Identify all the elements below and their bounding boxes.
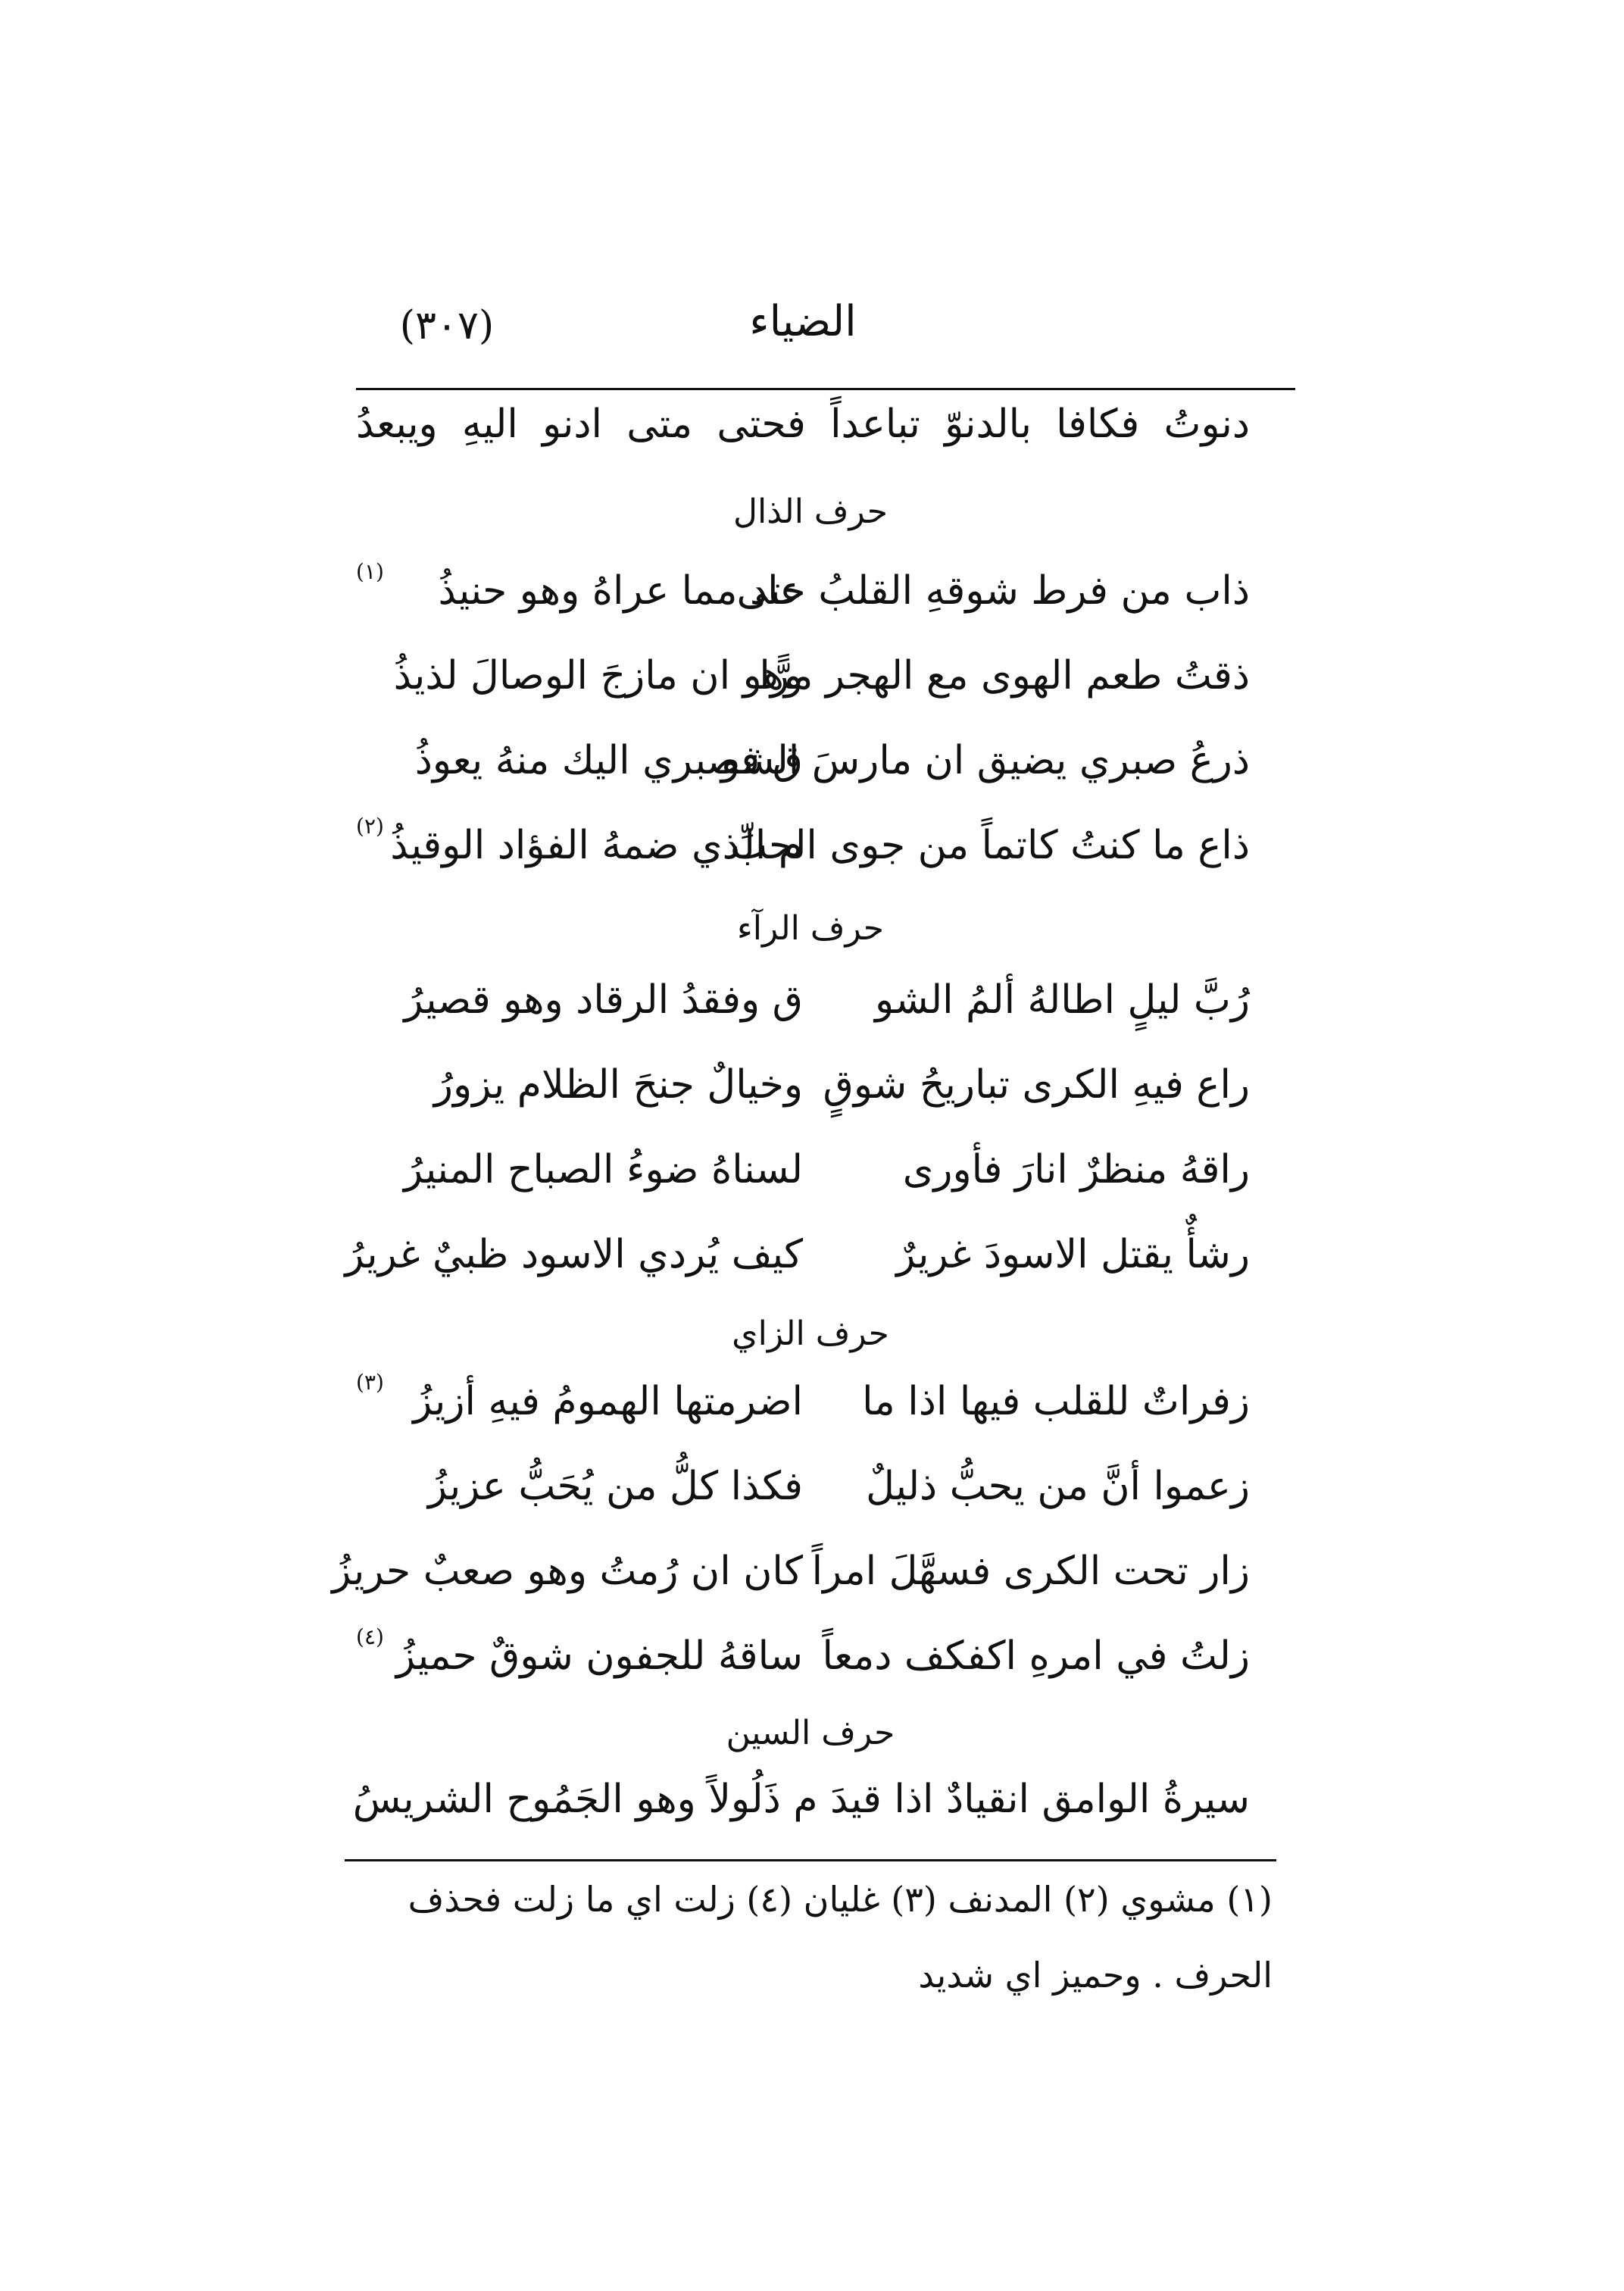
- verse-first-hemistich: زار تحت الكرى فسهَّلَ امراً: [811, 1549, 1250, 1594]
- section-title-ra: حرف الرآء: [737, 909, 884, 948]
- verse-first-hemistich: زعموا أنَّ من يحبُّ ذليلٌ: [866, 1464, 1250, 1509]
- page-title: الضياء: [749, 297, 857, 346]
- verse-first-hemistich: زفراتٌ للقلب فيها اذا ما: [862, 1379, 1250, 1424]
- section-title-sin: حرف السين: [726, 1714, 895, 1752]
- verse-second-hemistich: كان ان رُمتُ وهو صعبٌ حريزُ: [332, 1549, 803, 1594]
- verse: [356, 814, 1250, 906]
- opening-verse: دنوتُ فكافا بالدنوّ تباعداً فحتى متى ادنو اليهِ ويبعدُ: [356, 402, 1250, 447]
- verse: [356, 1624, 1250, 1717]
- verse: [356, 738, 1250, 821]
- verse-first-hemistich: ذقتُ طعم الهوى مع الهجر مرًّا: [759, 653, 1250, 699]
- verse-second-hemistich: ق وفقدُ الرقاد وهو قصيرُ: [404, 977, 803, 1023]
- verse-first-hemistich: رشأٌ يقتل الاسودَ غريرٌ: [896, 1232, 1250, 1277]
- verse-first-hemistich: زلتُ في امرهِ اكفكف دمعاً: [822, 1633, 1250, 1679]
- verse-first-hemistich: ذرعُ صبري يضيق ان مارسَ الشو: [720, 738, 1250, 783]
- verse-second-hemistich: لسناهُ ضوءُ الصباح المنيرُ: [404, 1147, 803, 1192]
- page-number: (٣٠٧): [399, 303, 495, 348]
- section-title-dhal: حرف الذال: [733, 492, 888, 531]
- verse: [356, 1370, 1250, 1462]
- verse-second-hemistich: اضرمتها الهمومُ فيهِ أزيزُ: [413, 1379, 803, 1424]
- verse-second-hemistich: وهو ان مازجَ الوصالَ لذيذُ: [393, 653, 803, 699]
- verse-first-hemistich: رُبَّ ليلٍ اطالهُ ألمُ الشو: [875, 977, 1250, 1023]
- section-title-zay: حرف الزاي: [732, 1314, 889, 1353]
- closing-verse: سيرةُ الوامق انقيادٌ اذا قيدَ م ذَلُولاً وهو الجَمُوح الشريسُ: [352, 1777, 1250, 1822]
- verse-second-hemistich: م الذي ضمهُ الفؤاد الوقيذُ: [390, 823, 803, 868]
- verse: [356, 653, 1250, 736]
- verse: [356, 977, 1250, 1061]
- verse-second-hemistich: ق فصبري اليك منهُ يعوذُ: [414, 738, 803, 783]
- verse-second-hemistich: ساقهُ للجفون شوقٌ حميزُ: [395, 1633, 803, 1679]
- verse-second-hemistich: فكذا كلُّ من يُحَبُّ عزيزُ: [428, 1464, 803, 1509]
- verse: [332, 1549, 1250, 1632]
- verse-first-hemistich: ذاع ما كنتُ كاتماً من جوى الحبِّ: [729, 823, 1250, 868]
- verse: [345, 1232, 1250, 1315]
- footnote-marker: (٢): [356, 814, 384, 839]
- verse-second-hemistich: كيف يُردي الاسود ظبيٌ غريرُ: [345, 1232, 803, 1277]
- verse: [356, 1464, 1250, 1547]
- verse-first-hemistich: راقهُ منظرٌ انارَ فأورى: [902, 1147, 1250, 1192]
- header-rule: [356, 388, 1295, 390]
- verse-second-hemistich: عاد مما عراهُ وهو حنيذُ: [438, 568, 803, 614]
- verse: [356, 559, 1250, 652]
- footnote-marker: (٣): [356, 1370, 384, 1395]
- footnote-marker: (١): [356, 559, 384, 584]
- verse: [356, 1062, 1250, 1146]
- verse-second-hemistich: وخيالٌ جنحَ الظلام يزورُ: [433, 1062, 803, 1108]
- footnote-marker: (٤): [356, 1624, 384, 1649]
- verse: [356, 1147, 1250, 1230]
- verse-first-hemistich: راع فيهِ الكرى تباريحُ شوقٍ: [823, 1062, 1250, 1108]
- verse-first-hemistich: ذاب من فرط شوقهِ القلبُ حتى: [736, 568, 1250, 614]
- footnote-line: الحرف . وحميز اي شديد: [918, 1955, 1273, 1996]
- footnote-line: (١) مشوي (٢) المدنف (٣) غليان (٤) زلت اي ما زلت فحذف: [408, 1879, 1273, 1920]
- footnote-rule: [345, 1859, 1276, 1861]
